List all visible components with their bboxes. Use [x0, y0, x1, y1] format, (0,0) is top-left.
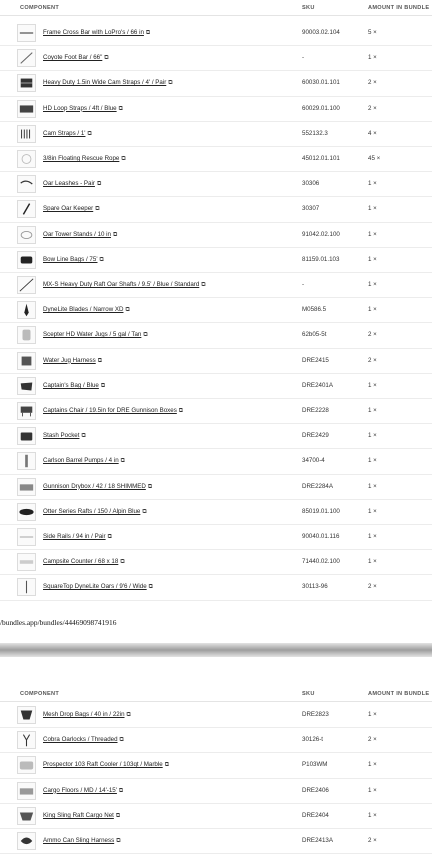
product-sku: 45012.01.101 [302, 155, 340, 162]
product-name: Campsite Counter / 68 x 18 [43, 558, 119, 566]
product-amount: 2 × [368, 583, 377, 591]
external-link-icon[interactable]: ⧉ [147, 483, 153, 490]
product-sku: 30113-96 [302, 583, 328, 591]
product-name: SquareTop DyneLite Oars / 9'6 / Wide [43, 583, 147, 591]
header-sku: SKU [302, 5, 315, 11]
product-amount: 1 × [368, 711, 377, 718]
product-link[interactable] [43, 761, 169, 769]
external-link-icon[interactable]: ⧉ [118, 787, 124, 794]
table-row [0, 21, 432, 46]
product-link[interactable] [43, 812, 120, 820]
oar-tower-icon [17, 226, 36, 244]
product-sku: DRE2429 [302, 432, 329, 440]
raft-icon [17, 503, 36, 521]
product-link[interactable] [43, 256, 104, 264]
product-link[interactable] [43, 457, 125, 465]
product-sku: 30306 [302, 180, 320, 188]
product-name: Cam Straps / 1' [43, 129, 86, 137]
product-name: Prospector 103 Raft Cooler / 103qt / Marble [43, 761, 163, 769]
product-name: King Sling Raft Cargo Net [43, 811, 114, 819]
product-amount: 1 × [368, 180, 377, 188]
header-amount: AMOUNT IN BUNDLE [368, 5, 430, 11]
product-name: Side Rails / 94 in / Pair [43, 533, 106, 540]
external-link-icon[interactable]: ⧉ [120, 559, 125, 566]
footer-url: /bundles.app/bundles/44469098741916 [0, 618, 117, 627]
external-link-icon[interactable]: ⧉ [125, 307, 130, 314]
product-link[interactable] [43, 432, 86, 440]
table-header [0, 0, 432, 16]
table-row [0, 71, 432, 96]
product-link[interactable] [43, 483, 152, 491]
rope-icon [17, 150, 36, 168]
product-link[interactable] [43, 281, 206, 289]
table-row [0, 374, 432, 399]
product-name: Stash Pocket [43, 432, 80, 440]
product-sku: DRE2401A [302, 381, 333, 389]
product-name: 3/8in Floating Rescue Rope [43, 155, 120, 162]
product-link[interactable] [43, 382, 105, 390]
table-row [0, 399, 432, 424]
table-row [0, 197, 432, 222]
product-sku: 552132.3 [302, 129, 328, 137]
bag-icon [17, 251, 36, 269]
product-sku: 34700-4 [302, 457, 325, 465]
product-name: DyneLite Blades / Narrow XD [43, 306, 124, 314]
product-sku: DRE2406 [302, 786, 329, 794]
external-link-icon[interactable]: ⧉ [99, 256, 104, 263]
product-amount: 2 × [368, 736, 377, 744]
product-amount: 1 × [368, 205, 377, 213]
counter-icon [17, 553, 36, 571]
product-amount: 2 × [368, 79, 377, 87]
product-amount: 2 × [368, 104, 377, 112]
external-link-icon[interactable]: ⧉ [145, 30, 151, 36]
product-link[interactable] [43, 205, 100, 213]
side-rail-icon [17, 528, 36, 546]
product-name: Gunnison Drybox / 42 / 18 SHIMMED [43, 482, 146, 490]
product-name: HD Loop Straps / 4ft / Blue [43, 104, 117, 112]
product-amount: 1 × [368, 381, 377, 389]
external-link-icon[interactable]: ⧉ [119, 737, 124, 744]
table-row [0, 728, 432, 753]
product-amount: 5 × [368, 29, 377, 36]
product-sku: P103WM [302, 761, 328, 769]
captains-bag-icon [17, 377, 36, 395]
blade-icon [17, 301, 36, 319]
table-row [0, 223, 432, 248]
product-sku: DRE2413A [302, 837, 333, 844]
cooler-icon [17, 756, 36, 774]
external-link-icon[interactable]: ⧉ [100, 382, 106, 389]
table-header-2 [0, 686, 432, 702]
oar-keeper-icon [17, 200, 36, 218]
table-row [0, 122, 432, 147]
product-amount: 1 × [368, 230, 377, 238]
external-link-icon[interactable]: ⧉ [87, 130, 92, 137]
product-sku: DRE2823 [302, 711, 329, 718]
product-name: Frame Cross Bar with LoPro's / 66 in [43, 29, 144, 36]
product-sku: 81159.01.103 [302, 255, 340, 263]
external-link-icon[interactable]: ⧉ [121, 156, 126, 162]
product-amount: 1 × [368, 255, 377, 263]
external-link-icon[interactable]: ⧉ [115, 812, 121, 819]
external-link-icon[interactable]: ⧉ [178, 408, 184, 414]
product-name: Cargo Floors / MD / 14'-15' [43, 786, 117, 794]
external-link-icon[interactable]: ⧉ [107, 534, 112, 540]
product-amount: 1 × [368, 533, 377, 540]
product-link[interactable] [43, 105, 123, 113]
product-name: Oar Tower Stands / 10 in [43, 230, 111, 238]
cam-strap-bundle-icon [17, 125, 36, 143]
product-sku: - [302, 54, 305, 62]
product-link[interactable] [43, 533, 112, 541]
external-link-icon[interactable]: ⧉ [120, 458, 125, 465]
product-amount: 2 × [368, 356, 377, 364]
product-amount: 1 × [368, 482, 377, 490]
foot-bar-icon [17, 49, 36, 67]
product-sku: M0586.5 [302, 306, 327, 314]
external-link-icon[interactable]: ⧉ [126, 712, 131, 718]
product-sku: 30307 [302, 205, 320, 213]
product-link[interactable] [43, 736, 124, 744]
product-amount: 1 × [368, 457, 377, 465]
external-link-icon[interactable]: ⧉ [81, 433, 86, 440]
external-link-icon[interactable]: ⧉ [168, 80, 173, 87]
external-link-icon[interactable]: ⧉ [143, 332, 148, 339]
water-jug-icon [17, 326, 36, 344]
table-row [0, 804, 432, 829]
drybox-icon [17, 478, 36, 496]
table-row [0, 779, 432, 804]
external-link-icon[interactable]: ⧉ [148, 584, 153, 591]
table-row [0, 829, 432, 854]
product-name: MX-S Heavy Duty Raft Oar Shafts / 9.5' / Blue / Standard [43, 281, 200, 288]
external-link-icon[interactable]: ⧉ [116, 838, 121, 844]
product-name: Scepter HD Water Jugs / 5 gal / Tan [43, 331, 142, 339]
table-row [0, 172, 432, 197]
table-row [0, 248, 432, 273]
product-name: Spare Oar Keeper [43, 205, 94, 213]
product-link[interactable] [43, 331, 148, 339]
cargo-net-icon [17, 807, 36, 825]
table-row [0, 46, 432, 71]
product-name: Carlson Barrel Pumps / 4 in [43, 457, 119, 465]
table-row [0, 97, 432, 122]
header-component: COMPONENT [20, 5, 60, 11]
pump-icon [17, 452, 36, 470]
product-link[interactable] [43, 306, 130, 314]
product-name: Water Jug Harness [43, 356, 96, 364]
crossbar-icon [17, 24, 36, 42]
product-name: Bow Line Bags / 75' [43, 255, 98, 263]
external-link-icon[interactable]: ⧉ [95, 206, 100, 213]
product-link[interactable] [43, 711, 131, 719]
product-name: Mesh Drop Bags / 40 in / 22in [43, 711, 125, 718]
product-link[interactable] [43, 583, 153, 591]
product-amount: 1 × [368, 558, 377, 566]
oar-shaft-icon [17, 276, 36, 294]
table-row [0, 753, 432, 778]
product-amount: 2 × [368, 331, 377, 339]
product-link[interactable] [43, 558, 125, 566]
product-sku: DRE2415 [302, 356, 329, 364]
cargo-floor-icon [17, 782, 36, 800]
product-amount: 1 × [368, 281, 377, 288]
oarlock-icon [17, 731, 36, 749]
product-sku: 60030.01.101 [302, 79, 340, 87]
product-amount: 1 × [368, 407, 377, 414]
table-row [0, 550, 432, 575]
external-link-icon[interactable]: ⧉ [104, 55, 109, 62]
product-amount: 1 × [368, 306, 377, 314]
table-row [0, 475, 432, 500]
product-sku: 90003.02.104 [302, 29, 340, 36]
product-sku: 60029.01.100 [302, 104, 340, 112]
product-amount: 1 × [368, 432, 377, 440]
table-row [0, 449, 432, 474]
page-break [0, 643, 432, 657]
product-name: Oar Leashes - Pair [43, 180, 95, 188]
product-sku: DRE2284A [302, 482, 333, 490]
pocket-icon [17, 427, 36, 445]
product-link[interactable] [43, 231, 117, 239]
ammo-harness-icon [17, 832, 36, 850]
product-link[interactable] [43, 54, 109, 62]
product-amount: 1 × [368, 54, 377, 62]
leash-icon [17, 175, 36, 193]
product-amount: 1 × [368, 786, 377, 794]
chair-icon [17, 402, 36, 420]
table-row [0, 424, 432, 449]
product-name: Otter Series Rafts / 150 / Alpin Blue [43, 507, 141, 515]
product-amount: 1 × [368, 811, 377, 819]
product-sku: 71440.02.100 [302, 558, 340, 566]
product-link[interactable] [43, 787, 123, 795]
table-row [0, 500, 432, 525]
product-sku: 90040.01.116 [302, 533, 340, 540]
external-link-icon[interactable]: ⧉ [97, 357, 103, 364]
table-row [0, 703, 432, 728]
product-link[interactable] [43, 29, 150, 37]
product-sku: 30126-t [302, 736, 323, 744]
table-row [0, 273, 432, 298]
cam-strap-icon [17, 74, 36, 92]
table-row [0, 575, 432, 600]
external-link-icon[interactable]: ⧉ [118, 105, 123, 112]
product-name: Coyote Foot Bar / 66" [43, 54, 103, 62]
external-link-icon[interactable]: ⧉ [96, 181, 102, 188]
product-name: Captain's Bag / Blue [43, 381, 99, 389]
external-link-icon[interactable]: ⧉ [201, 282, 206, 288]
external-link-icon[interactable]: ⧉ [112, 231, 118, 238]
product-amount: 1 × [368, 507, 377, 515]
mesh-bag-icon [17, 706, 36, 724]
product-link[interactable] [43, 79, 173, 87]
header-component-2: COMPONENT [20, 691, 60, 697]
product-sku: 62b05-5t [302, 331, 327, 339]
table-row [0, 298, 432, 323]
external-link-icon[interactable]: ⧉ [142, 508, 147, 515]
product-name: Captains Chair / 19.5in for DRE Gunnison Boxes [43, 407, 177, 414]
table-row [0, 349, 432, 374]
product-name: Ammo Can Sling Harness [43, 837, 115, 844]
print-page-2 [0, 657, 432, 857]
table-row [0, 323, 432, 348]
product-sku: DRE2228 [302, 407, 329, 414]
product-link[interactable] [43, 837, 120, 845]
product-sku: DRE2404 [302, 811, 329, 819]
product-link[interactable] [43, 155, 126, 163]
product-sku: 91042.02.100 [302, 230, 340, 238]
product-name: Cobra Oarlocks / Threaded [43, 736, 118, 744]
loop-strap-icon [17, 100, 36, 118]
header-amount-2: AMOUNT IN BUNDLE [368, 691, 430, 697]
oars-icon [17, 578, 36, 596]
harness-icon [17, 352, 36, 370]
table-row [0, 525, 432, 550]
product-name: Heavy Duty 1.5in Wide Cam Straps / 4' / Pair [43, 79, 167, 87]
header-sku-2: SKU [302, 691, 315, 697]
product-link[interactable] [43, 407, 183, 415]
product-link[interactable] [43, 180, 101, 188]
product-amount: 2 × [368, 837, 377, 844]
product-amount: 1 × [368, 761, 377, 769]
product-amount: 45 × [368, 155, 381, 162]
external-link-icon[interactable]: ⧉ [164, 762, 169, 769]
product-amount: 4 × [368, 129, 377, 137]
table-row [0, 147, 432, 172]
product-link[interactable] [43, 130, 92, 138]
product-link[interactable] [43, 357, 102, 365]
product-link[interactable] [43, 508, 147, 516]
product-sku: - [302, 281, 305, 288]
product-sku: 85019.01.100 [302, 507, 340, 515]
